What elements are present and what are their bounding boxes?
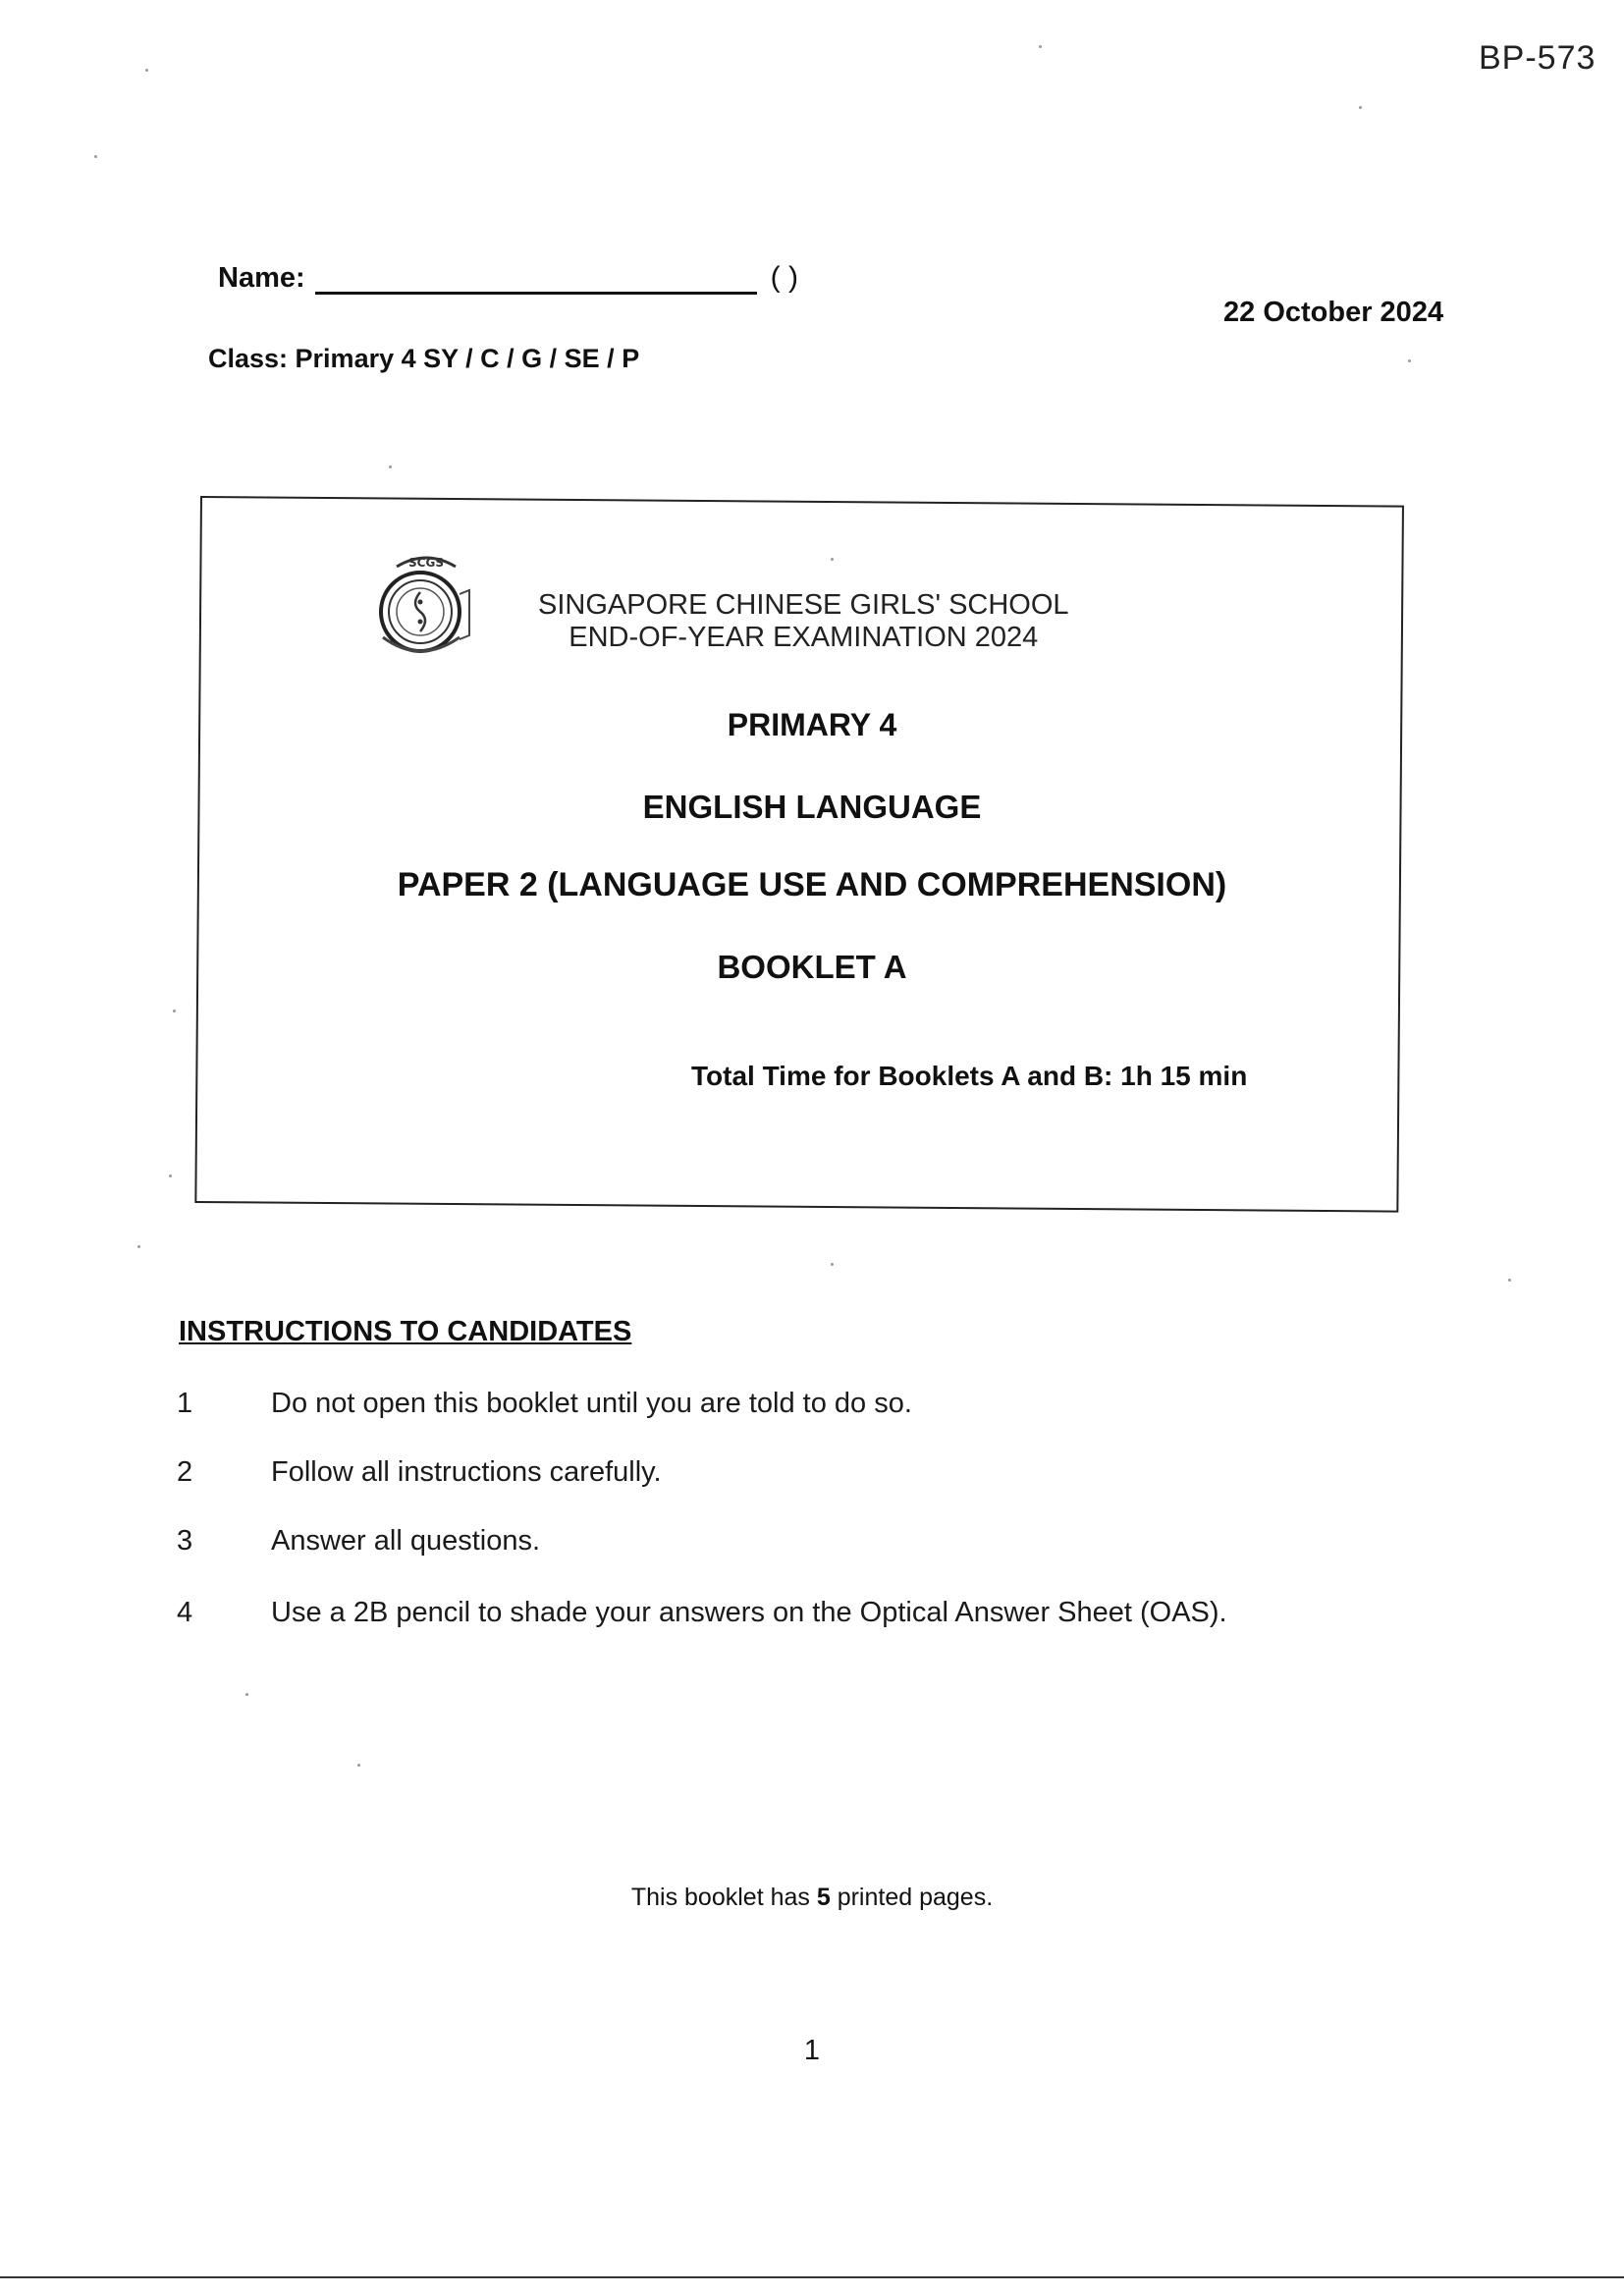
scan-speck bbox=[1039, 45, 1042, 48]
instruction-text: Use a 2B pencil to shade your answers on the Optical Answer Sheet (OAS). bbox=[271, 1597, 1227, 1628]
scan-speck bbox=[145, 69, 148, 72]
class-label: Class: Primary 4 SY / C / G / SE / P bbox=[208, 344, 640, 373]
page-count-prefix: This booklet has bbox=[630, 1884, 817, 1911]
paper-title: PAPER 2 (LANGUAGE USE AND COMPREHENSION) bbox=[397, 866, 1227, 903]
name-blank-line bbox=[315, 262, 757, 295]
scan-speck bbox=[389, 465, 392, 468]
scan-speck bbox=[94, 155, 97, 158]
name-field bbox=[218, 261, 798, 295]
booklet-title: BOOKLET A bbox=[717, 949, 907, 985]
scan-speck bbox=[169, 1175, 172, 1177]
instruction-text: Follow all instructions carefully. bbox=[271, 1456, 662, 1488]
bottom-edge-line bbox=[0, 2276, 1624, 2278]
page-count-note bbox=[0, 1884, 1624, 1912]
scan-speck bbox=[173, 1010, 176, 1012]
document-code: BP-573 bbox=[1479, 39, 1597, 77]
instruction-number: 2 bbox=[177, 1456, 193, 1488]
scan-speck bbox=[137, 1245, 140, 1248]
school-heading bbox=[538, 589, 1069, 655]
instruction-text: Do not open this booklet until you are told to do so. bbox=[271, 1388, 912, 1419]
instruction-number: 1 bbox=[177, 1388, 193, 1419]
school-name: SINGAPORE CHINESE GIRLS' SCHOOL bbox=[538, 589, 1069, 621]
instruction-number: 4 bbox=[177, 1597, 193, 1628]
total-time: Total Time for Booklets A and B: 1h 15 min bbox=[691, 1061, 1248, 1091]
scan-speck bbox=[245, 1693, 248, 1696]
scan-speck bbox=[1408, 359, 1411, 362]
page-count-suffix: printed pages. bbox=[830, 1884, 994, 1911]
register-number-blank: ( ) bbox=[770, 261, 798, 294]
scan-speck bbox=[831, 1263, 834, 1266]
crest-lettering: SCGS bbox=[408, 556, 444, 570]
exam-date: 22 October 2024 bbox=[1223, 297, 1444, 328]
instruction-number: 3 bbox=[177, 1525, 193, 1557]
scan-speck bbox=[1508, 1279, 1511, 1282]
scan-speck bbox=[831, 558, 834, 561]
instruction-text: Answer all questions. bbox=[271, 1525, 541, 1557]
page-count-value: 5 bbox=[816, 1884, 831, 1911]
exam-name: END-OF-YEAR EXAMINATION 2024 bbox=[568, 622, 1039, 654]
page-number: 1 bbox=[803, 2035, 821, 2066]
level-title: PRIMARY 4 bbox=[727, 707, 897, 742]
subject-title: ENGLISH LANGUAGE bbox=[642, 789, 982, 825]
scan-speck bbox=[1359, 106, 1362, 109]
instructions-title: INSTRUCTIONS TO CANDIDATES bbox=[179, 1316, 632, 1347]
school-crest-icon bbox=[363, 545, 489, 665]
name-label: Name: bbox=[218, 262, 305, 294]
scan-speck bbox=[357, 1764, 360, 1767]
